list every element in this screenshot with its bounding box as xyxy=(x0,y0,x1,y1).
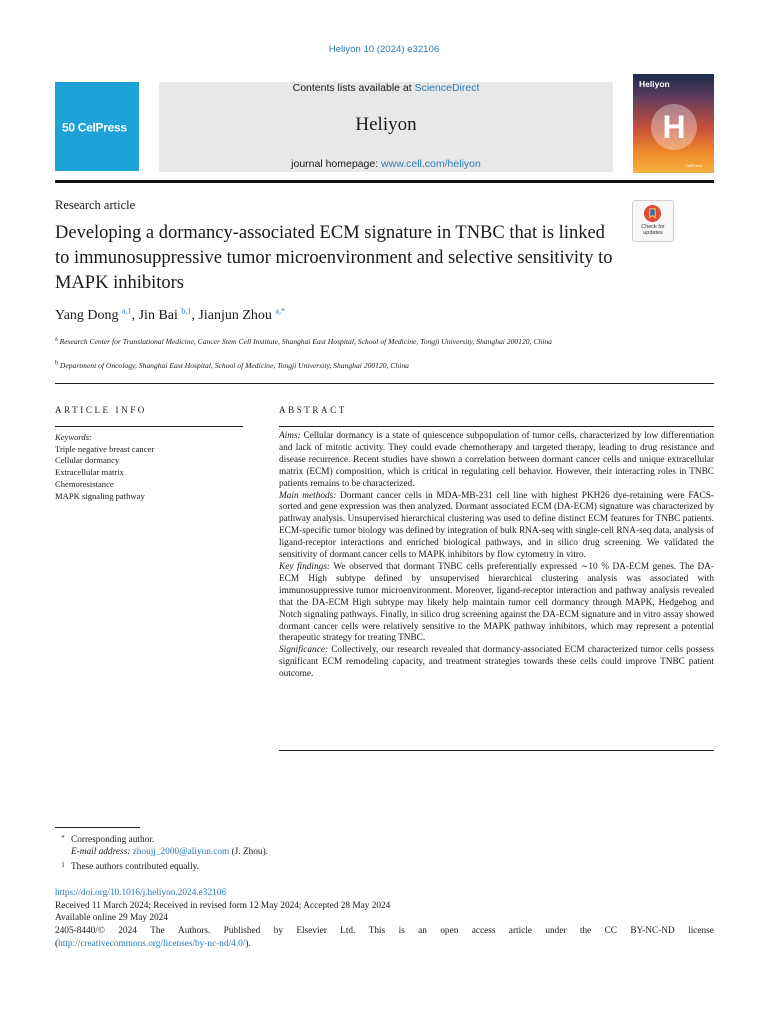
contents-prefix: Contents lists available at xyxy=(292,82,415,94)
license-word: by xyxy=(273,926,283,937)
email-label: E-mail address: xyxy=(71,847,131,857)
author-name[interactable]: Jin Bai xyxy=(138,308,178,323)
license-word: CC xyxy=(604,926,617,937)
license-word: 2024 xyxy=(118,926,137,937)
keyword: Chemoresistance xyxy=(55,478,114,489)
sciencedirect-link[interactable]: ScienceDirect xyxy=(414,82,480,94)
cover-title: Heliyon xyxy=(639,79,670,89)
license-word: 2405-8440/© xyxy=(55,926,105,937)
journal-name: Heliyon xyxy=(355,114,417,135)
license-word: license xyxy=(688,926,714,937)
license-word: is xyxy=(398,926,405,937)
license-word: under xyxy=(545,926,567,937)
abstract-end-rule xyxy=(279,750,714,751)
license-word: an xyxy=(418,926,427,937)
license-word: BY-NC-ND xyxy=(630,926,675,937)
bookmark-ribbon-icon xyxy=(643,204,662,223)
keywords-label: Keywords: xyxy=(55,432,92,442)
paren-open: ( xyxy=(55,938,59,949)
abstract-section-text: We observed that dormant TNBC cells preferentially expressed ∼10 % DA-ECM genes. The DA-ECM High subtype defined by unsupervised hierarchical clustering analysis was associated with immunosuppressive tumor microenvironment. Moreover, ligand-receptor interaction and pathway analysis revealed that the DA-ECM High subtype may likely help maintain tumor cell dormancy through MAPK, Hedgehog and Notch signaling pathways. Finally, in silico drug screening against the DA-ECM signature and in vitro assay showed dormant cancer cells were relatively sensitive to the MAPK pathway inhibitors, which may represent a potential therapeutic strategy for treating TNBC. xyxy=(279,561,714,644)
license-word: Ltd. xyxy=(340,926,356,937)
check-for-updates-label xyxy=(633,224,673,236)
author-list xyxy=(55,308,285,324)
abstract-section-text: Collectively, our research revealed that dormancy-associated ECM characterized tumor cells possess significant ECM remodeling capacity, and treatment strategies towards these cells could improve TNBC patient outcome. xyxy=(279,645,714,680)
abstract-significance xyxy=(279,645,714,681)
footnote-mark: 1 xyxy=(61,861,65,869)
article-info-rule xyxy=(55,426,243,427)
abstract-main-methods xyxy=(279,491,714,562)
footnote-equal-contribution xyxy=(55,859,199,874)
check-updates-line2: updates xyxy=(643,230,663,236)
affiliation-a xyxy=(55,336,620,348)
author-affiliation-marks[interactable]: a,* xyxy=(275,306,285,316)
license-word: Published xyxy=(223,926,261,937)
affiliation-b xyxy=(55,360,620,372)
abstract-key-findings xyxy=(279,562,714,645)
license-word: article xyxy=(508,926,533,937)
license-link[interactable]: http://creativecommons.org/licenses/by-nc-nd/4.0/ xyxy=(58,938,246,949)
header-rule xyxy=(55,180,714,183)
author-name[interactable]: Yang Dong xyxy=(55,308,119,323)
license-word: Elsevier xyxy=(296,926,327,937)
section-rule xyxy=(55,383,714,384)
license-word: the xyxy=(579,926,592,937)
check-for-updates-button[interactable] xyxy=(632,200,674,242)
journal-cover-image[interactable] xyxy=(633,74,714,173)
abstract-section-label: Significance: xyxy=(279,645,329,656)
footnote-rule xyxy=(55,827,140,828)
cover-footer: CellPress xyxy=(685,163,703,168)
abstract-rule xyxy=(279,426,714,427)
license-url-line xyxy=(55,938,714,951)
affiliation-text: Research Center for Translational Medicine, Cancer Stem Cell Institute, Shanghai East Hospital, School of Medicine, Tongji University, Shanghai 200120, China xyxy=(59,337,552,346)
journal-citation-link[interactable]: Heliyon 10 (2024) e32106 xyxy=(328,44,440,55)
keyword: Extracellular matrix xyxy=(55,467,124,478)
author-affiliation-marks[interactable]: b,1 xyxy=(181,306,192,316)
abstract-aims xyxy=(279,431,714,491)
abstract-section-text: Cellular dormancy is a state of quiescence subpopulation of tumor cells, characterized by low differentiation and lack of mitotic activity. They could evade chemotherapy and targeted therapy, leading to drug resistance and disease recurrence. Recent studies have shown a correlation between dormant cancer cells and unique extracellular matrix (ECM) composition, which is critical in regulating cell behavior. However, their interacting roles in TNBC patients remains to be characterized. xyxy=(279,431,714,489)
journal-homepage-link[interactable]: www.cell.com/heliyon xyxy=(381,158,481,170)
contents-line xyxy=(159,82,613,94)
journal-banner xyxy=(159,82,613,172)
email-suffix: (J. Zhou). xyxy=(229,847,268,857)
license-word: access xyxy=(471,926,496,937)
abstract-heading: ABSTRACT xyxy=(279,405,347,415)
abstract-section-text: Dormant cancer cells in MDA-MB-231 cell line with highest PKH26 dye-retaining were FACS-sorted and gene expression was then analyzed. Dormant associated ECM (DA-ECM) signature was characterized by pathway analysis. Unsupervised hierarchical clustering was used to define distinct ECM features for TNBC patients. ECM-specific tumor biology was defined by integration of bulk RNA-seq with single-cell RNA-seq data, analysis of ligand-receptor interactions and enriched biological pathways, and in silico drug screening. We validated the sensitivity of dormant cancer cells to MAPK inhibitors by flow cytometry in vitro. xyxy=(279,490,715,561)
email-link[interactable]: zhoujj_2000@aliyun.com xyxy=(132,847,230,857)
abstract-section-label: Aims: xyxy=(279,431,301,441)
footnote-text: Corresponding author. xyxy=(71,835,155,845)
keyword: MAPK signaling pathway xyxy=(55,490,145,501)
author-name[interactable]: Jianjun Zhou xyxy=(198,308,272,323)
doi-link[interactable]: https://doi.org/10.1016/j.heliyon.2024.e32106 xyxy=(55,888,227,898)
abstract-section-label: Main methods: xyxy=(279,490,337,501)
cellpress-logo-mark xyxy=(62,119,132,135)
cover-letter: H xyxy=(662,109,686,145)
keyword: Triple negative breast cancer xyxy=(55,443,155,454)
abstract-section-label: Key findings: xyxy=(279,561,331,572)
author-separator: , xyxy=(131,308,139,323)
license-word: The xyxy=(150,926,165,937)
homepage-prefix: journal homepage: xyxy=(291,158,382,170)
affiliation-text: Department of Oncology, Shanghai East Hospital, School of Medicine, Tongji University, Shanghai 200120, China xyxy=(59,361,409,370)
abstract-body xyxy=(279,431,714,681)
homepage-line xyxy=(159,158,613,170)
affiliation-mark: a xyxy=(55,336,58,343)
license-word: open xyxy=(440,926,459,937)
cellpress-logo[interactable] xyxy=(55,82,139,171)
cellpress-logo-text: 50 CelPress xyxy=(62,120,127,134)
article-metadata xyxy=(55,887,714,951)
license-word: This xyxy=(368,926,386,937)
paren-close: ). xyxy=(245,938,251,949)
keywords-block xyxy=(55,432,154,502)
received-dates: Received 11 March 2024; Received in revised form 12 May 2024; Accepted 28 May 2024 xyxy=(55,900,391,911)
affiliation-mark: b xyxy=(55,360,58,367)
author-affiliation-marks[interactable]: a,1 xyxy=(122,306,132,316)
license-word: Authors. xyxy=(178,926,211,937)
article-title: Developing a dormancy-associated ECM signature in TNBC that is linked to immunosuppressive tumor microenvironment and selective sensitivity to MAPK inhibitors xyxy=(55,223,613,293)
check-updates-line1: Check for xyxy=(641,224,665,230)
article-info-heading: ARTICLE INFO xyxy=(55,405,147,415)
available-online: Available online 29 May 2024 xyxy=(55,913,168,924)
footnote-corresponding xyxy=(55,832,154,847)
article-type: Research article xyxy=(55,198,136,212)
footnote-text: These authors contributed equally. xyxy=(71,862,199,872)
footnote-mark: * xyxy=(61,834,65,842)
footnote-email xyxy=(55,846,268,859)
license-statement xyxy=(55,925,714,938)
author-separator: , xyxy=(191,308,199,323)
keyword: Cellular dormancy xyxy=(55,455,120,466)
